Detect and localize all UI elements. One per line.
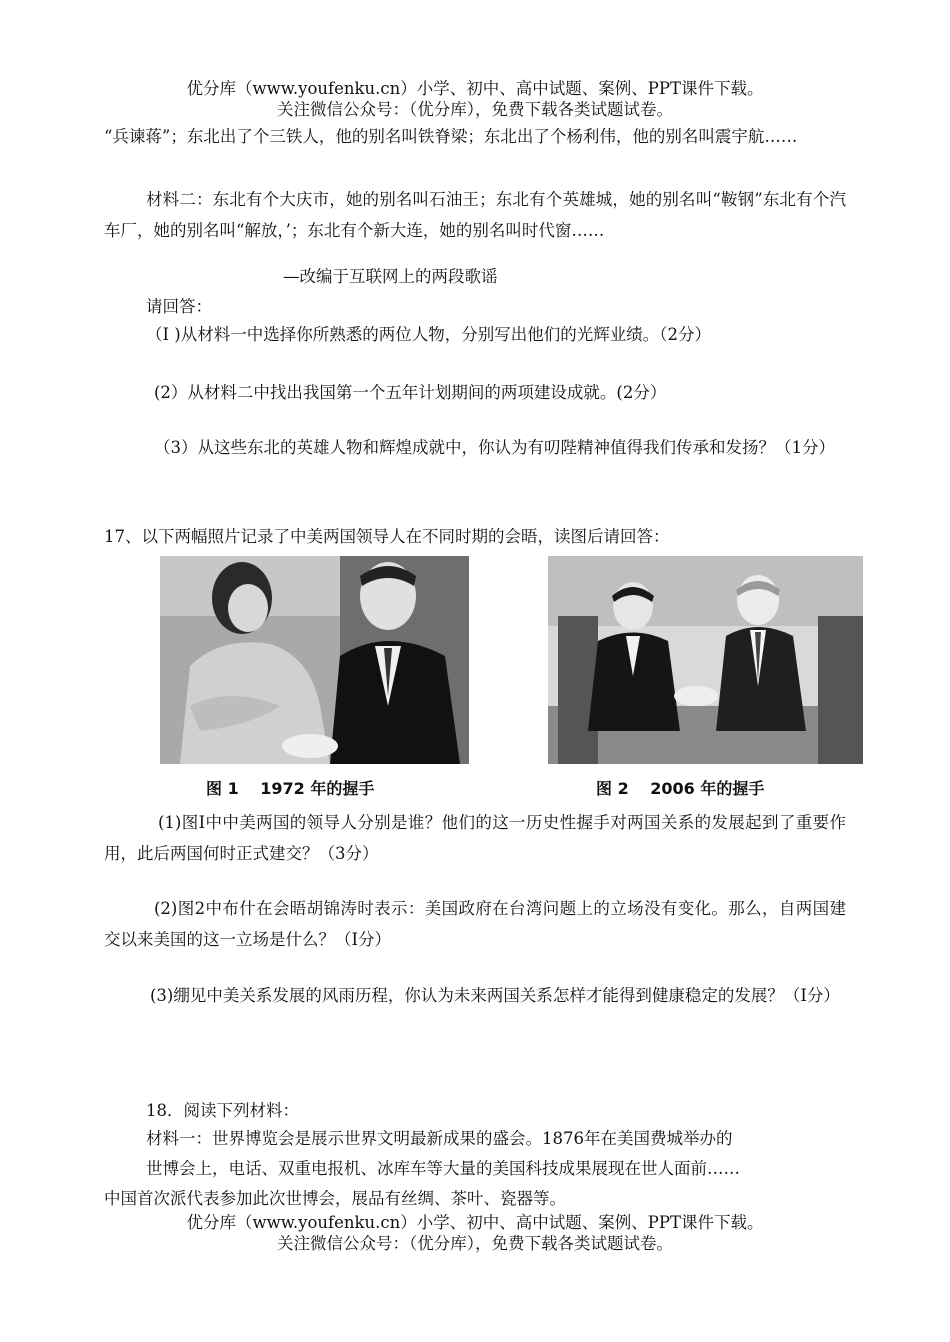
- footer-line-1: 优分库（www.youfenku.cn）小学、初中、高中试题、案例、PPT课件下载。: [186, 1213, 764, 1232]
- q16-material1-continued: “兵谏蒋”；东北出了个三铁人，他的别名叫铁脊梁；东北出了个杨利伟，他的别名叫震宇航……: [104, 127, 798, 146]
- header-line-1: 优分库（www.youfenku.cn）小学、初中、高中试题、案例、PPT课件下载。: [186, 79, 764, 98]
- q16-sub2: (2）从材料二中找出我国第一个五年计划期间的两项建设成就。(2分）: [154, 383, 667, 402]
- photo-1972-image: [160, 556, 469, 764]
- figure-1-caption: 图 1 1972 年的握手: [206, 779, 375, 798]
- q16-material2: 材料二：东北有个大庆市，她的别名叫石油王；东北有个英雄城，她的别名叫“鞍钢”东北有个汽车厂，她的别名叫“解放，’；东北有个新大连，她的别名叫时代窗……: [104, 190, 846, 240]
- photo-2006-handshake: [548, 556, 863, 764]
- q16-source: —改编于互联网上的两段歌谣: [283, 267, 498, 286]
- q17-sub2: (2)图2中布什在会晤胡锦涛时表示：美国政府在台湾问题上的立场没有变化。那么，自两国建交以来美国的这一立场是什么？（I分）: [104, 899, 846, 949]
- q18-material1-line3: 中国首次派代表参加此次世博会，展品有丝绸、茶叶、瓷器等。: [104, 1189, 566, 1208]
- figure-2-caption: 图 2 2006 年的握手: [596, 779, 765, 798]
- q17-sub3: (3)绷见中美关系发展的风雨历程，你认为未来两国关系怎样才能得到健康稳定的发展？（I分）: [150, 986, 840, 1005]
- q18-title: 18．阅读下列材料：: [146, 1101, 299, 1120]
- header-line-2: 关注微信公众号：（优分库），免费下载各类试题试卷。: [277, 100, 673, 119]
- q18-material1-line2: 世博会上，电话、双重电报机、冰库车等大量的美国科技成果展现在世人面前……: [146, 1159, 740, 1178]
- q17-sub1: (1)图I中中美两国的领导人分别是谁？他们的这一历史性握手对两国关系的发展起到了重要作用，此后两国何时正式建交？（3分）: [104, 813, 846, 863]
- q16-prompt: 请回答：: [146, 297, 212, 316]
- q16-sub1: （I )从材料一中选择你所熟悉的两位人物，分别写出他们的光辉业绩。（2分）: [146, 325, 711, 344]
- q16-sub3: （3）从这些东北的英雄人物和辉煌成就中，你认为有叨陛精神值得我们传承和发扬？（1分）: [154, 438, 835, 457]
- photo-2006-image: [548, 556, 863, 764]
- q18-material1-line1: 材料一：世界博览会是展示世界文明最新成果的盛会。1876年在美国费城举办的: [146, 1129, 733, 1148]
- q17-title: 17、以下两幅照片记录了中美两国领导人在不同时期的会晤，读图后请回答：: [104, 527, 670, 546]
- footer-line-2: 关注微信公众号：（优分库），免费下载各类试题试卷。: [277, 1234, 673, 1253]
- photo-1972-handshake: [160, 556, 469, 764]
